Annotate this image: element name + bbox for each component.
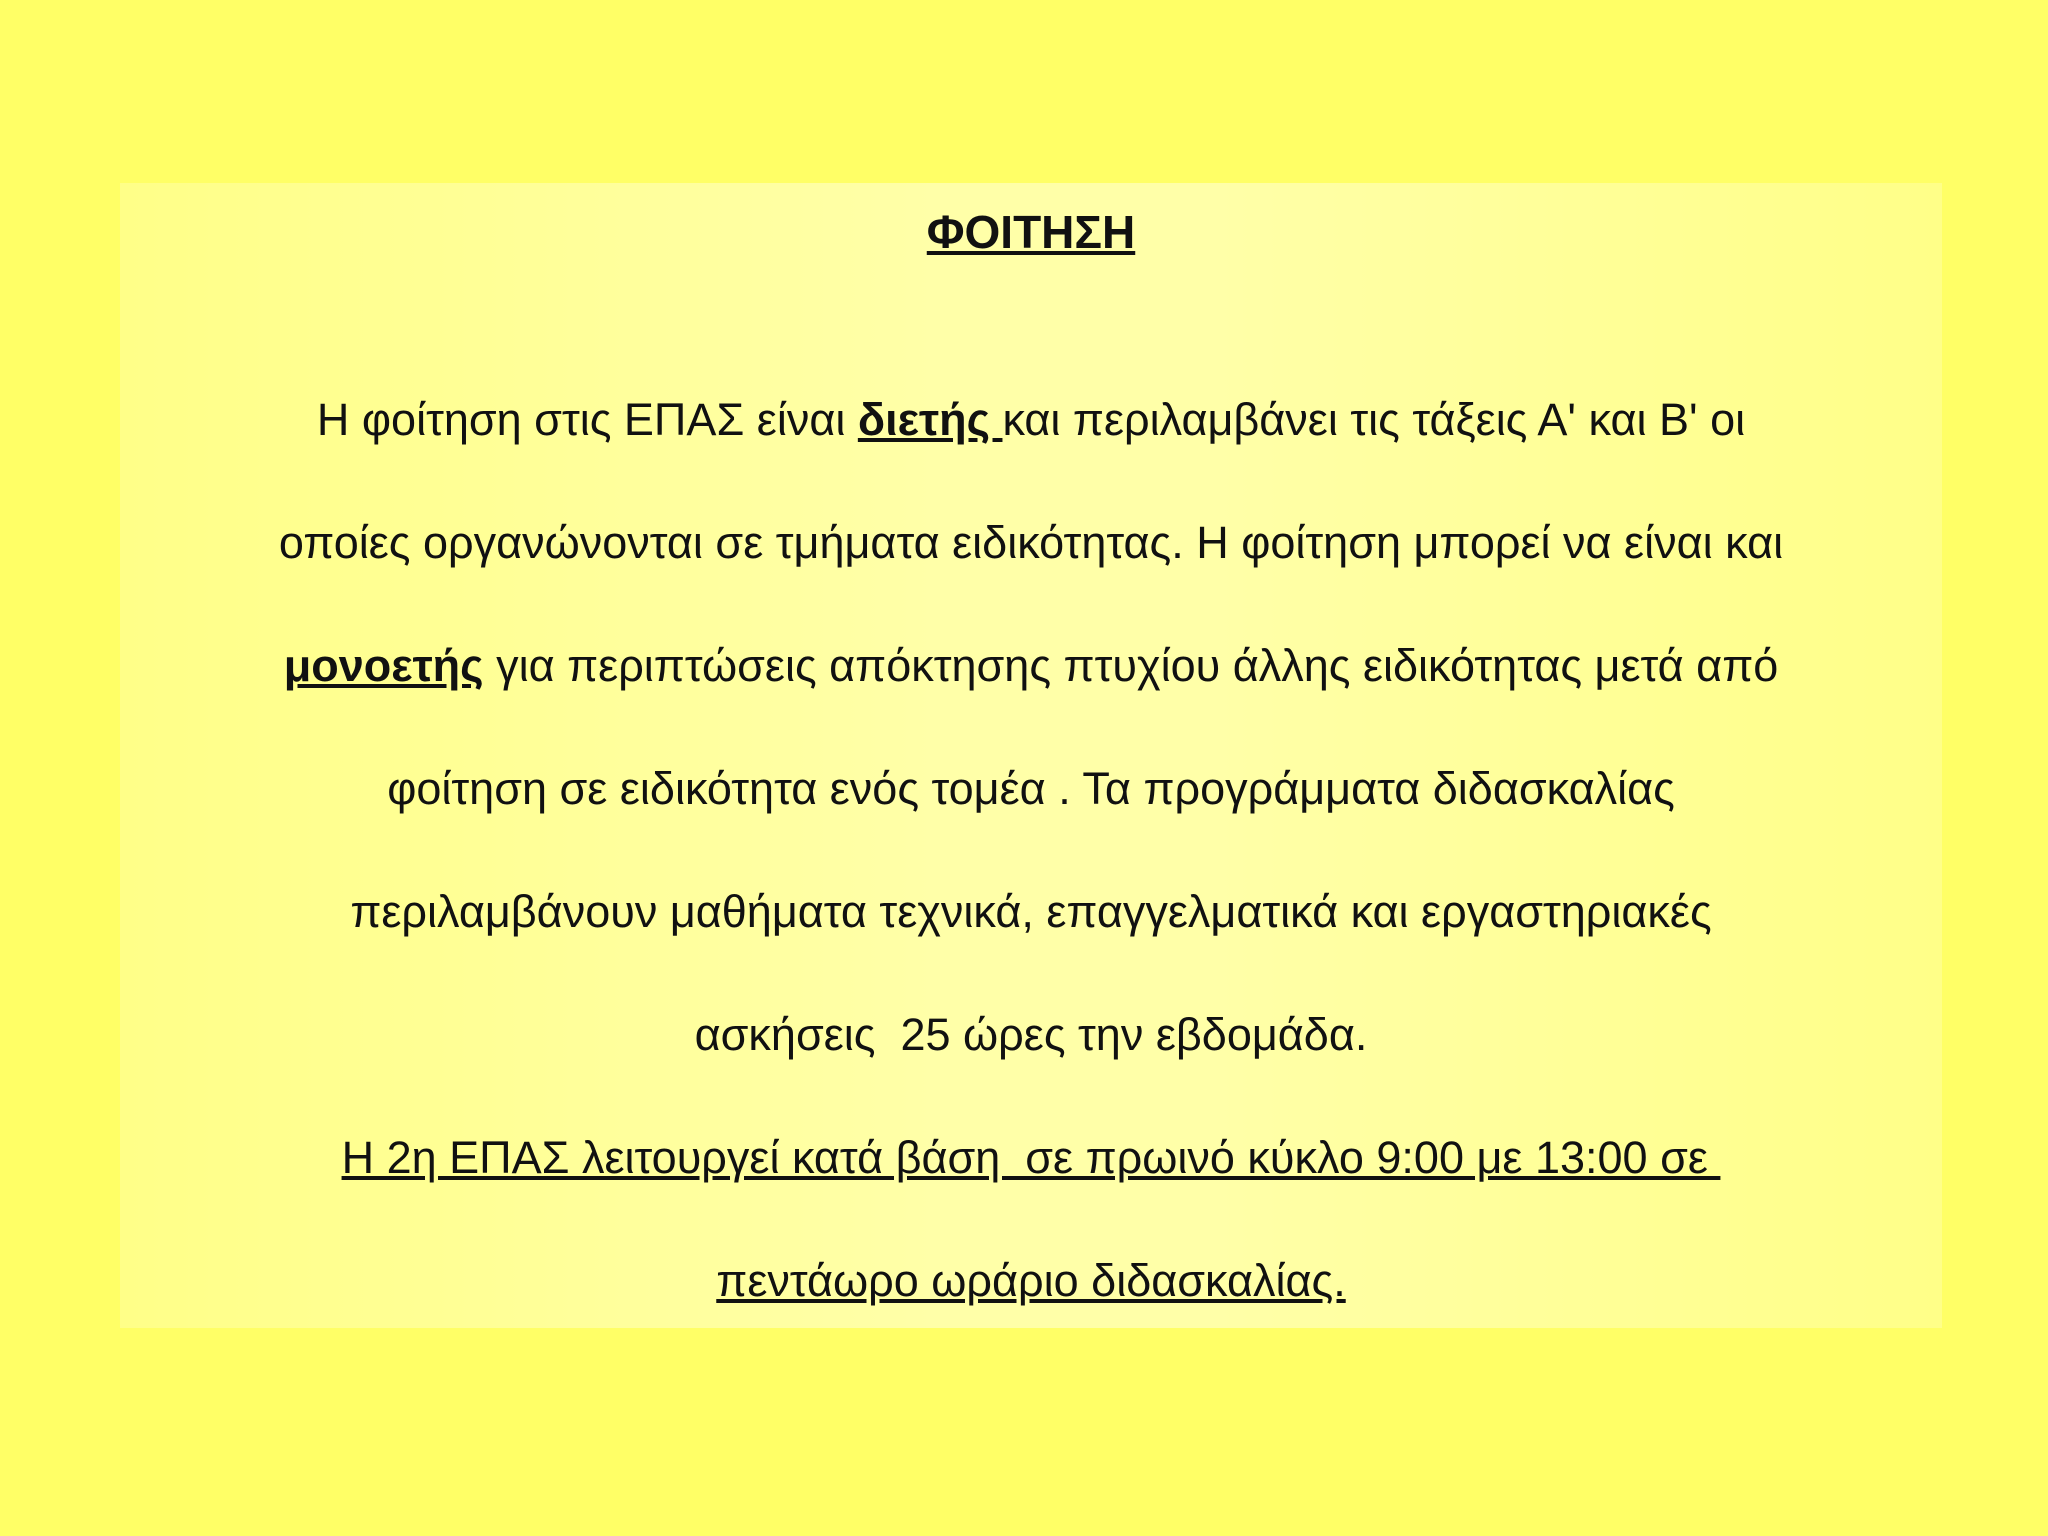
paragraph-line: ασκήσεις 25 ώρες την εβδομάδα.: [694, 1009, 1368, 1060]
content-panel: [120, 183, 1942, 1328]
schedule-line: πεντάωρο ωράριο διδασκαλίας.: [716, 1255, 1346, 1306]
paragraph-line: [120, 639, 1942, 693]
emphasized-term-dietis: διετής: [857, 394, 1003, 445]
paragraph-line: οποίες οργανώνονται σε τμήματα ειδικότητας. Η φοίτηση μπορεί να είναι και: [278, 517, 1784, 568]
text-segment: Η φοίτηση στις ΕΠΑΣ είναι: [316, 394, 858, 445]
paragraph-line: περιλαμβάνουν μαθήματα τεχνικά, επαγγελματικά και εργαστηριακές: [350, 886, 1712, 937]
text-segment: και περιλαμβάνει τις τάξεις Α' και Β' οι: [1002, 394, 1746, 445]
text-segment: για περιπτώσεις απόκτησης πτυχίου άλλης ειδικότητας μετά από: [483, 640, 1779, 691]
schedule-line: Η 2η ΕΠΑΣ λειτουργεί κατά βάση σε πρωινό κύκλο 9:00 με 13:00 σε: [341, 1132, 1721, 1183]
emphasized-term-monoetis: μονοετής: [283, 640, 484, 691]
paragraph-line: [120, 393, 1942, 447]
paragraph-line: φοίτηση σε ειδικότητα ενός τομέα . Τα προγράμματα διδασκαλίας: [387, 763, 1675, 814]
slide-title: ΦΟΙΤΗΣΗ: [926, 206, 1136, 258]
